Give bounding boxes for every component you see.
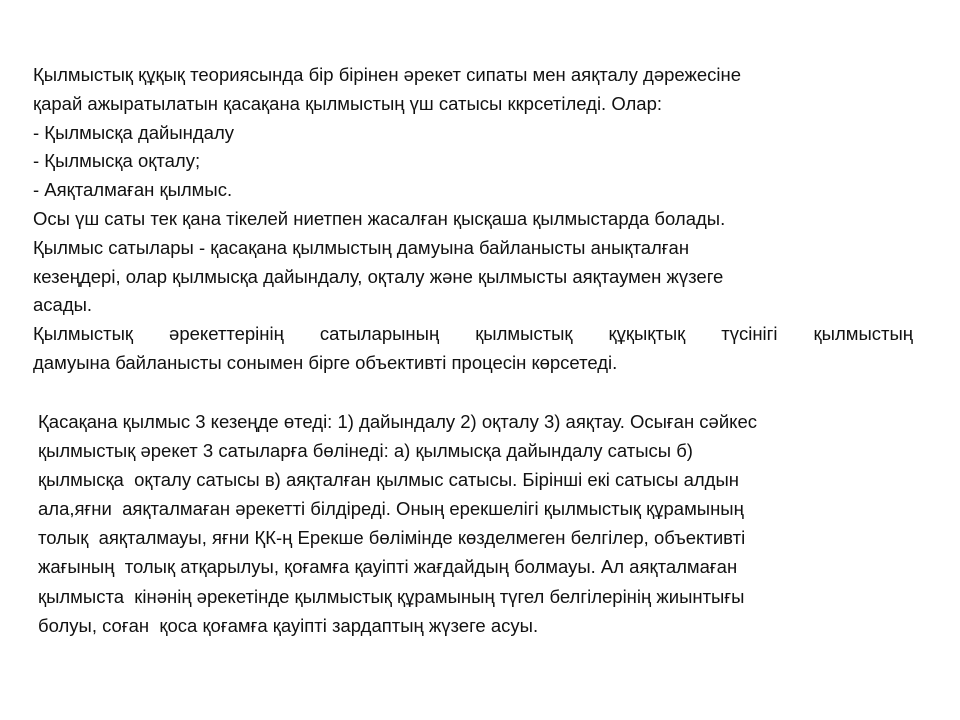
text-line: Қылмыстық құқық теориясында бір бірінен әрекет сипаты мен аяқталу дәрежесіне (33, 64, 742, 85)
text-line: қылмыста кінәнің әрекетінде қылмыстық құрамының түгел белгілерінің жиынтығы (38, 585, 745, 607)
list-item: - Аяқталмаған қылмыс. (33, 179, 233, 201)
text-line: ала,яғни аяқталмаған әрекетті білдіреді. Оның ерекшелігі қылмыстық құрамының (38, 498, 744, 520)
text-line: Қасақана қылмыс 3 кезеңде өтеді: 1) дайындалу 2) оқталу 3) аяқтау. Осыған сәйкес (38, 411, 758, 432)
text-block-stage-details (38, 407, 898, 640)
text-line: жағының толық атқарылуы, қоғамға қауіпті жағдайдың болмауы. Ал аяқталмаған (38, 556, 738, 578)
text-line: кезеңдері, олар қылмысқа дайындалу, оқталу және қылмысты аяқтаумен жүзеге (33, 265, 724, 287)
text-line: толық аяқталмауы, яғни ҚК-ң Ерекше бөлімінде көзделмеген белгілер, объективті (38, 527, 746, 549)
text-line: қылмысқа оқталу сатысы в) аяқталған қылмыс сатысы. Бірінші екі сатысы алдын (38, 469, 739, 491)
list-item: - Қылмысқа оқталу; (33, 150, 201, 172)
text-line: асады. (33, 294, 93, 316)
text-line: дамуына байланысты сонымен бірге объективті процесін көрсетеді. (33, 351, 618, 373)
text-line: Қылмыстық әрекеттерінің сатыларының қылмыстық құқықтық түсінігі қылмыстың (33, 323, 913, 345)
text-line: болуы, соған қоса қоғамға қауіпті зардаптың жүзеге асуы. (38, 614, 539, 636)
text-line: Осы үш саты тек қана тікелей ниетпен жасалған қысқаша қылмыстарда болады. (33, 207, 726, 229)
list-item: - Қылмысқа дайындалу (33, 121, 235, 143)
text-line: қарай ажыратылатын қасақана қылмыстың үш сатысы ккрсетіледі. Олар: (33, 92, 663, 114)
text-line: қылмыстық әрекет 3 сатыларға бөлінеді: а) қылмысқа дайындалу сатысы б) (38, 440, 693, 462)
text-line: Қылмыс сатылары - қасақана қылмыстың дамуына байланысты анықталған (33, 236, 690, 258)
text-block-stages (33, 61, 913, 378)
